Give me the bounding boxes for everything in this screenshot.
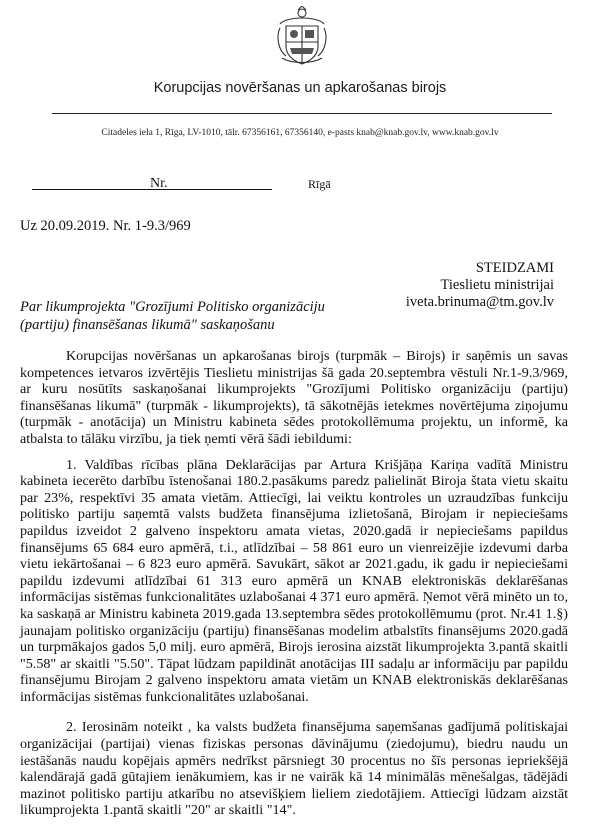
- reference-line: Uz 20.09.2019. Nr. 1-9.3/969: [20, 218, 191, 234]
- number-label: Nr.: [150, 176, 168, 191]
- number-blank-line: [160, 189, 272, 190]
- date-blank-line: [32, 189, 162, 190]
- city-label: Rīgā: [308, 177, 331, 191]
- organization-address: Citadeles iela 1, Rīga, LV-1010, tālr. 67356161, 67356140, e-pasts knab@knab.gov.lv, www.knab.gov.lv: [101, 128, 499, 138]
- recipient-block: [406, 260, 554, 311]
- letter-body: [20, 348, 568, 833]
- objection-paragraph-1: 1. Valdības rīcības plāna Deklarācijas par Artura Krišjāņa Kariņa vadītā Ministru kabineta iecerēto darbību īstenošanai 180.2.pasākums paredz palielināt Biroja štata vietu skaitu par 23%, respektīvi 35 amata vietām. Attiecīgi, lai veiktu kontroles un uzraudzības funkciju politisko partiju saņemtā valsts budžeta finansējuma izlietošanā, Birojam ir nepieciešams papildus izveidot 2 galveno inspektoru amata vietas, 2020.gadā ir nepieciešams papildus finansējums 65 684 euro apmērā, t.i., atlīdzībai – 58 861 euro un vienreizējie izdevumi darba vietu iekārtošanai – 6 823 euro apmērā. Savukārt, sākot ar 2021.gadu, ik gadu ir nepieciešami papildu izdevumi atlīdzībai 61 313 euro apmērā un KNAB elektroniskās deklarēšanas informācijas sistēmas funkcionalitātes uzlabošanai 4 371 euro apmērā. Ņemot vērā minēto un to, ka saskaņā ar Ministru kabineta 2019.gada 13.septembra sēdes protokollēmumu (prot. Nr.41 1.§) jaunajam politisko organizāciju (partiju) finansēšanas modelim atbalstīts finansējums 2020.gadā un turpmākajos gados 5,0 milj. euro apmērā, Birojs ierosina aizstāt likumprojekta 3.pantā skaitli "5.58" ar skaitli "5.50". Tāpat lūdzam papildināt anotācijas III sadaļu ar informāciju par papildu finansējumu Birojam 2 galveno inspektoru amata vietām un KNAB elektroniskās deklarēšanas informācijas sistēmas funkcionalitātes uzlabošanai.: [20, 456, 568, 705]
- header-divider: [52, 113, 552, 114]
- coat-of-arms-icon: [276, 6, 328, 66]
- intro-paragraph: Korupcijas novēršanas un apkarošanas birojs (turpmāk – Birojs) ir saņēmis un savas kompetences ietvaros izvērtējis Tieslietu ministrijas šā gada 20.septembra vēstuli Nr.1-9.3/969, ar kuru nosūtīts saskaņošanai likumprojekts "Grozījumi Politisko organizāciju (partiju) finansēšanas likumā" (turpmāk - likumprojekts), tā sākotnējās ietekmes novērtējuma ziņojumu (turpmāk - anotācija) un Ministru kabineta sēdes protokollēmuma projektu, un informē, ka atbalsta to tālāku virzību, ja tiek ņemti vērā šādi iebildumi:: [20, 348, 568, 447]
- organization-name: Korupcijas novēršanas un apkarošanas birojs: [153, 80, 447, 96]
- objection-paragraph-2: 2. Ierosinām noteikt , ka valsts budžeta finansējuma saņemšanas gadījumā politiskajai organizācijai (partijai) vienas fiziskas personas dāvinājumu (ziedojumu), biedru naudu un iestāšanās naudu kopējais apmērs nedrīkst pārsniegt 30 procentus no šīs personas iepriekšējā kalendārajā gadā gūtajiem ienākumiem, kas ir ne vairāk kā 14 minimālās mēnešalgas, tādējādi mazinot politisko partiju atkarību no atsevišķiem lieliem ziedotājiem. Attiecīgi lūdzam aizstāt likumprojekta 1.pantā skaitli "20" ar skaitli "14".: [20, 719, 568, 819]
- recipient-name: Tieslietu ministrijai: [440, 277, 554, 293]
- letter-subject: Par likumprojekta "Grozījumi Politisko organizāciju (partiju) finansēšanas likumā" saskaņošanu: [20, 299, 325, 333]
- recipient-email: iveta.brinuma@tm.gov.lv: [405, 294, 554, 310]
- urgency-label: STEIDZAMI: [475, 260, 554, 276]
